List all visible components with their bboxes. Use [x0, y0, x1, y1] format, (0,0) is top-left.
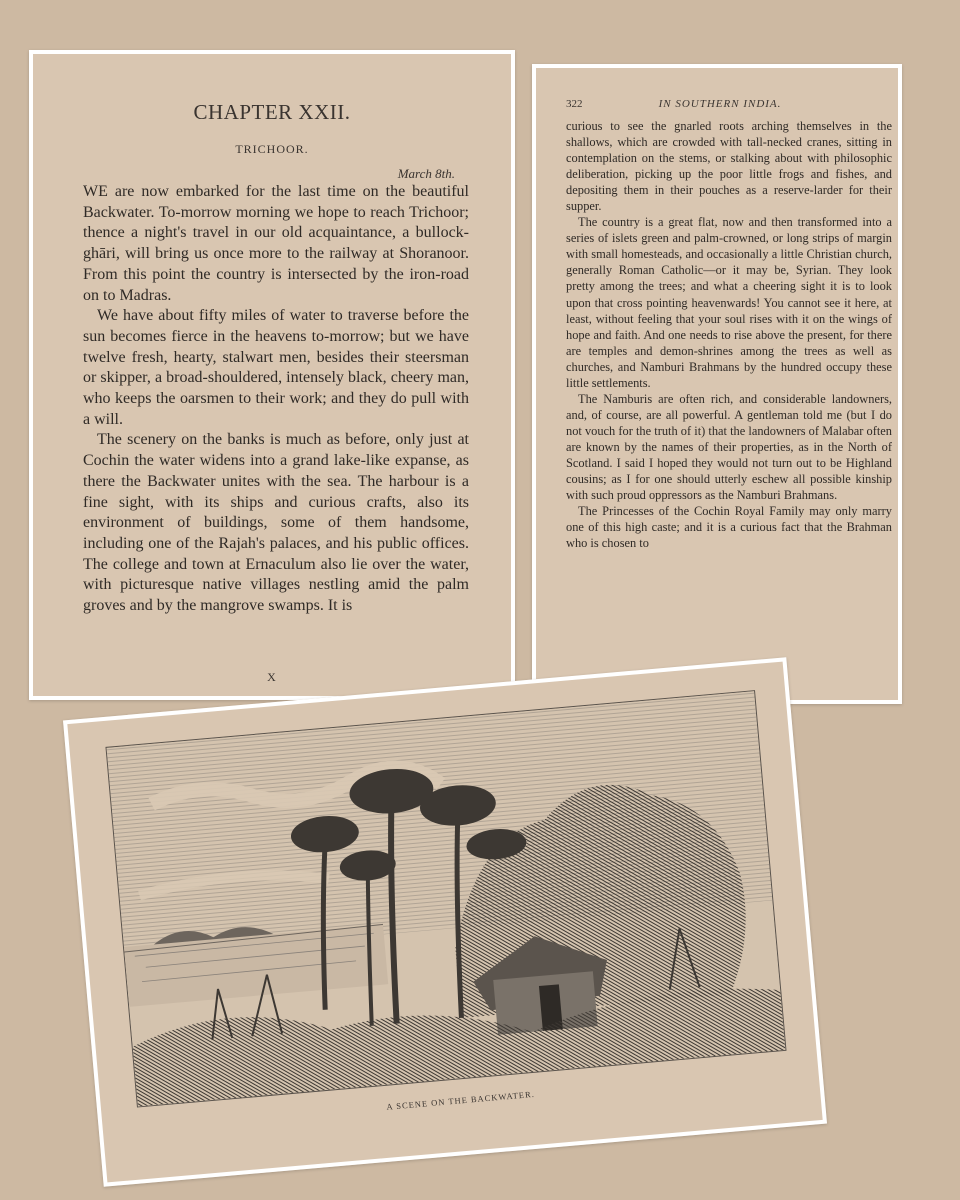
chapter-title: CHAPTER XXII. — [193, 100, 351, 124]
running-head-title: IN SOUTHERN INDIA. — [658, 98, 782, 110]
running-head — [566, 98, 874, 114]
paragraph: We have about fifty miles of water to traverse before the sun becomes fierce in the heavens to-morrow; but we have twelve fresh, hearty, stalwart men, besides their steersman or skipper, a broad-shouldered, intensely black, cheery man, who keeps the oarsmen to their work; and they do pull with a will. — [83, 307, 469, 428]
backwater-engraving-icon — [107, 691, 786, 1106]
left-book-page — [29, 50, 515, 700]
chapter-subtitle: TRICHOOR. — [235, 142, 309, 156]
page-number: 322 — [566, 98, 583, 110]
right-page-body — [566, 118, 892, 551]
right-book-page — [532, 64, 902, 704]
paragraph: The Namburis are often rich, and considerable landowners, and, of course, are all powerful. A gentleman told me (but I do not vouch for the truth of it) that the landowners of Malabar often are known by the names of their properties, as in the North of Scotland. I said I hoped they would not turn out to be Highland cousins; as I for one should utterly eschew all possible kinship with such proud oppressors as the Namburi Brahmans. — [566, 391, 892, 503]
paragraph: The country is a great flat, now and then transformed into a series of islets green and palm-crowned, or long strips of margin with small homesteads, and occasionally a little Christian church, generally Roman Catholic—or it may be, Syrian. They look pretty among the trees; and what a cheering sight it is to look upon that cross pointing heavenwards! You cannot see it here, at least, without feeling that your soul rises with it on the wings of hope and faith. And one needs to rise above the present, for there are temples and demon-shrines among the trees as well as churches, and Namburi Brahmans by the hundred occupy these little settlements. — [566, 215, 892, 390]
paragraph: WE are now embarked for the last time on the beautiful Backwater. To-morrow morning we hope to reach Trichoor; thence a night's travel in our old acquaintance, a bullock-ghāri, will bring us once more to the railway at Shoranoor. From this point the country is intersected by the iron-road on to Madras. — [83, 183, 469, 304]
plate-caption: A SCENE ON THE BACKWATER. — [386, 1088, 536, 1112]
signature-mark: X — [267, 670, 277, 684]
paragraph: The Princesses of the Cochin Royal Family may only marry one of this high caste; and it is a curious fact that the Brahman who is chosen to — [566, 504, 892, 551]
paragraph: curious to see the gnarled roots arching themselves in the shallows, which are crowded with tall-necked cranes, sitting in contemplation on the stems, or stalking about with philosophic deliberation, picking up the poor little frogs and fishes, and depositing them in their pouches as a reserve-larder for their supper. — [566, 119, 892, 214]
date-line: March 8th. — [397, 166, 455, 181]
illustration-plate — [63, 657, 827, 1186]
engraving-image — [105, 690, 786, 1107]
left-page-body — [83, 182, 469, 617]
paragraph: The scenery on the banks is much as before, only just at Cochin the water widens into a grand lake-like expanse, as there the Backwater unites with the sea. The harbour is a fine sight, with its ships and curious crafts, also its environment of buildings, some of them handsome, including one of the Rajah's palaces, and his public offices. The college and town at Ernaculum also lie over the water, with picturesque native villages nestling amid the palm groves and by the mangrove swamps. It is — [83, 431, 469, 615]
